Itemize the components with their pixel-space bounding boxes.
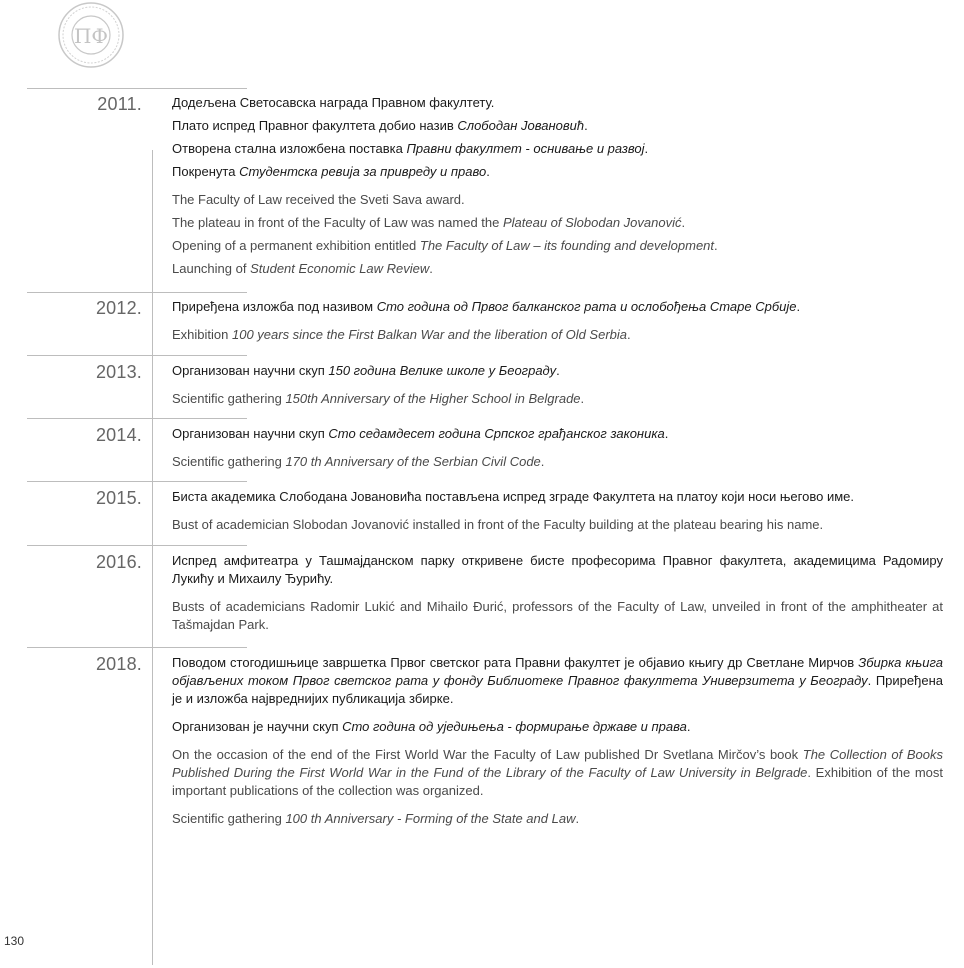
timeline-entry-2014 <box>172 425 943 471</box>
year-label: 2016. <box>95 552 142 572</box>
timeline-entry-2013 <box>172 362 943 408</box>
entry-text-sr: Организован научни скуп 150 година Велике школе у Београду. <box>172 363 560 378</box>
entry-text-sr: Организован је научни скуп Сто година од уједињења - формирање државе и права. <box>172 719 691 734</box>
entry-text-en: Opening of a permanent exhibition entitled The Faculty of Law – its founding and development. <box>172 238 718 253</box>
page-number: 130 <box>4 934 25 948</box>
year-label: 2011. <box>97 94 142 114</box>
timeline-entry-2018 <box>172 654 943 828</box>
entry-text-en: On the occasion of the end of the First World War the Faculty of Law published Dr Svetlana Mirčov’s book The Collection of Books Published During the First World War in the Fund of the Library of the Faculty of Law University in Belgrade. Exhibition of the most important publications of the collection was organized. <box>172 747 943 798</box>
year-label: 2015. <box>95 488 142 508</box>
separator-line <box>27 355 247 356</box>
year-label: 2012. <box>95 298 142 318</box>
faculty-seal-logo <box>57 1 125 69</box>
entry-text-sr: Испред амфитеатра у Ташмајданском парку откривене бисте професорима Правног факултета, академицима Радомиру Лукићу и Михаилу Ђурићу. <box>172 553 943 586</box>
entry-text-sr: Приређена изложба под називом Сто година од Првог балканског рата и ослобођења Старе Србије. <box>172 299 801 314</box>
entry-text-en: Scientific gathering 170 th Anniversary of the Serbian Civil Code. <box>172 454 545 469</box>
entry-text-en: The plateau in front of the Faculty of Law was named the Plateau of Slobodan Jovanović. <box>172 215 686 230</box>
separator-line <box>27 418 247 419</box>
entry-text-en: Exhibition 100 years since the First Balkan War and the liberation of Old Serbia. <box>172 327 631 342</box>
entry-text-en: Launching of Student Economic Law Review. <box>172 261 433 276</box>
entry-text-en: Scientific gathering 150th Anniversary of the Higher School in Belgrade. <box>172 391 585 406</box>
separator-line <box>27 545 247 546</box>
entry-text-en: Bust of academician Slobodan Jovanović installed in front of the Faculty building at the plateau bearing his name. <box>172 517 824 532</box>
separator-line <box>27 481 247 482</box>
entry-text-en: Busts of academicians Radomir Lukić and Mihailo Đurić, professors of the Faculty of Law, unveiled in front of the amphitheater at Tašmajdan Park. <box>172 599 943 632</box>
seal-monogram: ПФ <box>73 24 109 48</box>
separator-line <box>27 292 247 293</box>
timeline-entry-2015 <box>172 488 943 534</box>
timeline-entry-2011 <box>172 94 943 278</box>
entry-text-en: The Faculty of Law received the Sveti Sava award. <box>172 192 465 207</box>
entry-text-sr: Отворена стална изложбена поставка Правни факултет - оснивање и развој. <box>172 141 649 156</box>
year-label: 2018. <box>95 654 142 674</box>
entry-text-en: Scientific gathering 100 th Anniversary - Forming of the State and Law. <box>172 811 580 826</box>
entry-text-sr: Поводом стогодишњице завршетка Првог светског рата Правни факултет је објавио књигу др Светлане Мирчов Збирка књига објављених током Првог светског рата у фонду Библиотеке Правног факултета Универзитета у Београду. Приређена је и изложба највреднијих публикација збирке. <box>172 655 943 706</box>
entry-text-sr: Додељена Светосавска награда Правном факултету. <box>172 95 495 110</box>
separator-line <box>27 647 247 648</box>
entry-text-sr: Биста академика Слободана Јовановића постављена испред зграде Факултета на платоу који носи његово име. <box>172 489 854 504</box>
entry-text-sr: Плато испред Правног факултета добио назив Слободан Јовановић. <box>172 118 588 133</box>
timeline-entry-2012 <box>172 298 943 344</box>
year-label: 2013. <box>95 362 142 382</box>
timeline-entry-2016 <box>172 552 943 634</box>
entry-text-sr: Покренута Студентска ревија за привреду и право. <box>172 164 490 179</box>
entry-text-sr: Организован научни скуп Сто седамдесет година Српског грађанског законика. <box>172 426 669 441</box>
year-label: 2014. <box>95 425 142 445</box>
separator-line <box>27 88 247 89</box>
timeline-vertical-line <box>152 150 153 965</box>
